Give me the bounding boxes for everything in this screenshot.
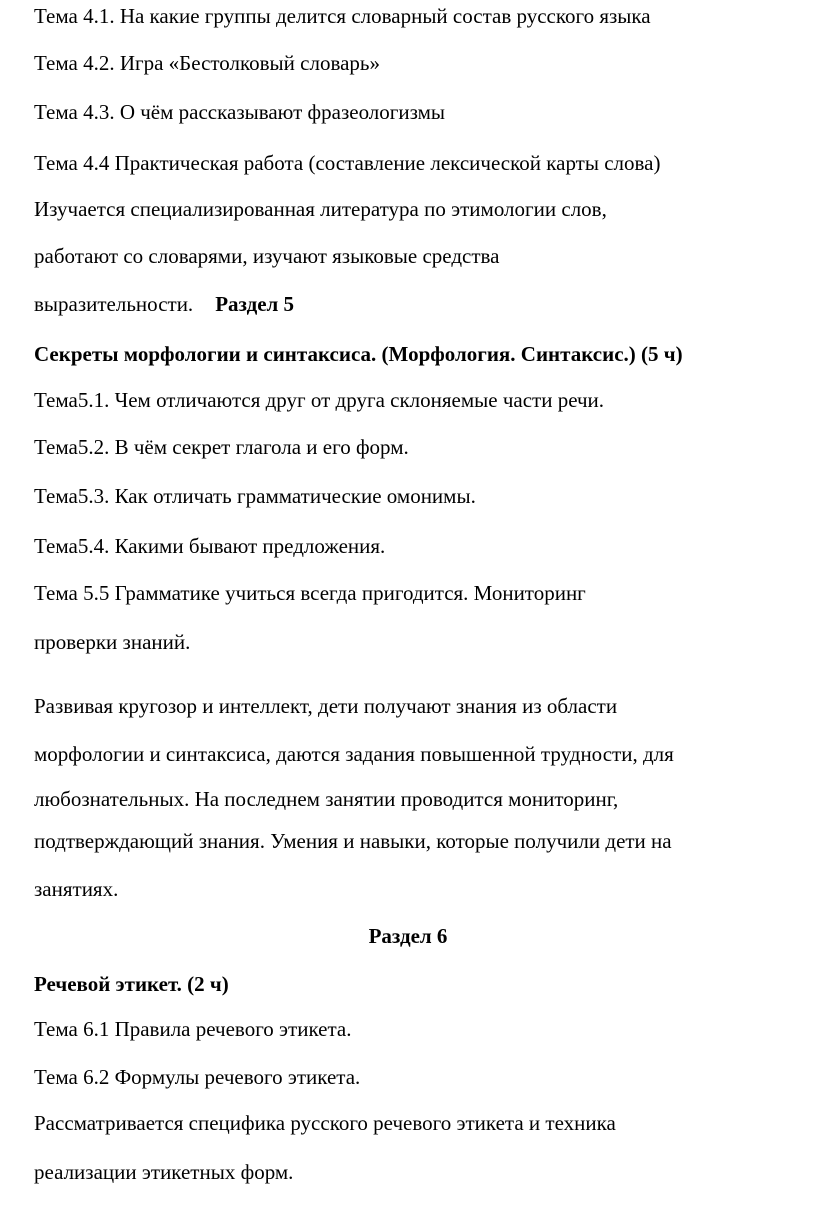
topic-4-4: Тема 4.4 Практическая работа (составление лексической карты слова) [34, 151, 661, 175]
section-5-heading: Раздел 5 [215, 292, 295, 316]
section-5-description-line-5: занятиях. [34, 877, 119, 901]
topic-4-2: Тема 4.2. Игра «Бестолковый словарь» [34, 51, 380, 75]
section-5-title: Секреты морфологии и синтаксиса. (Морфология. Синтаксис.) (5 ч) [34, 342, 683, 366]
section-5-description-line-4: подтверждающий знания. Умения и навыки, которые получили дети на [34, 829, 672, 853]
topic-4-3: Тема 4.3. О чём рассказывают фразеологизмы [34, 100, 446, 124]
topic-5-4: Тема5.4. Какими бывают предложения. [34, 534, 386, 558]
section-4-description-end: выразительности. [34, 292, 194, 316]
topic-5-5-continued: проверки знаний. [34, 630, 191, 654]
topic-6-2: Тема 6.2 Формулы речевого этикета. [34, 1065, 361, 1089]
section-4-description-line-3 [34, 291, 294, 317]
section-6-description-line-2: реализации этикетных форм. [34, 1160, 294, 1184]
section-4-description-line-1: Изучается специализированная литература по этимологии слов, [34, 197, 607, 221]
topic-5-1: Тема5.1. Чем отличаются друг от друга склоняемые части речи. [34, 388, 605, 412]
section-6-description-line-1: Рассматривается специфика русского речевого этикета и техника [34, 1111, 616, 1135]
topic-5-5: Тема 5.5 Грамматике учиться всегда пригодится. Мониторинг [34, 581, 586, 605]
topic-5-2: Тема5.2. В чём секрет глагола и его форм. [34, 435, 409, 459]
topic-4-1: Тема 4.1. На какие группы делится словарный состав русского языка [34, 4, 651, 28]
section-5-description-line-2: морфологии и синтаксиса, даются задания повышенной трудности, для [34, 742, 674, 766]
section-4-description-line-2: работают со словарями, изучают языковые средства [34, 244, 500, 268]
section-5-description-line-3: любознательных. На последнем занятии проводится мониторинг, [34, 787, 619, 811]
section-5-description-line-1: Развивая кругозор и интеллект, дети получают знания из области [34, 694, 618, 718]
section-6-heading: Раздел 6 [368, 924, 448, 948]
topic-6-1: Тема 6.1 Правила речевого этикета. [34, 1017, 352, 1041]
topic-5-3: Тема5.3. Как отличать грамматические омонимы. [34, 484, 476, 508]
section-6-title: Речевой этикет. (2 ч) [34, 972, 229, 996]
